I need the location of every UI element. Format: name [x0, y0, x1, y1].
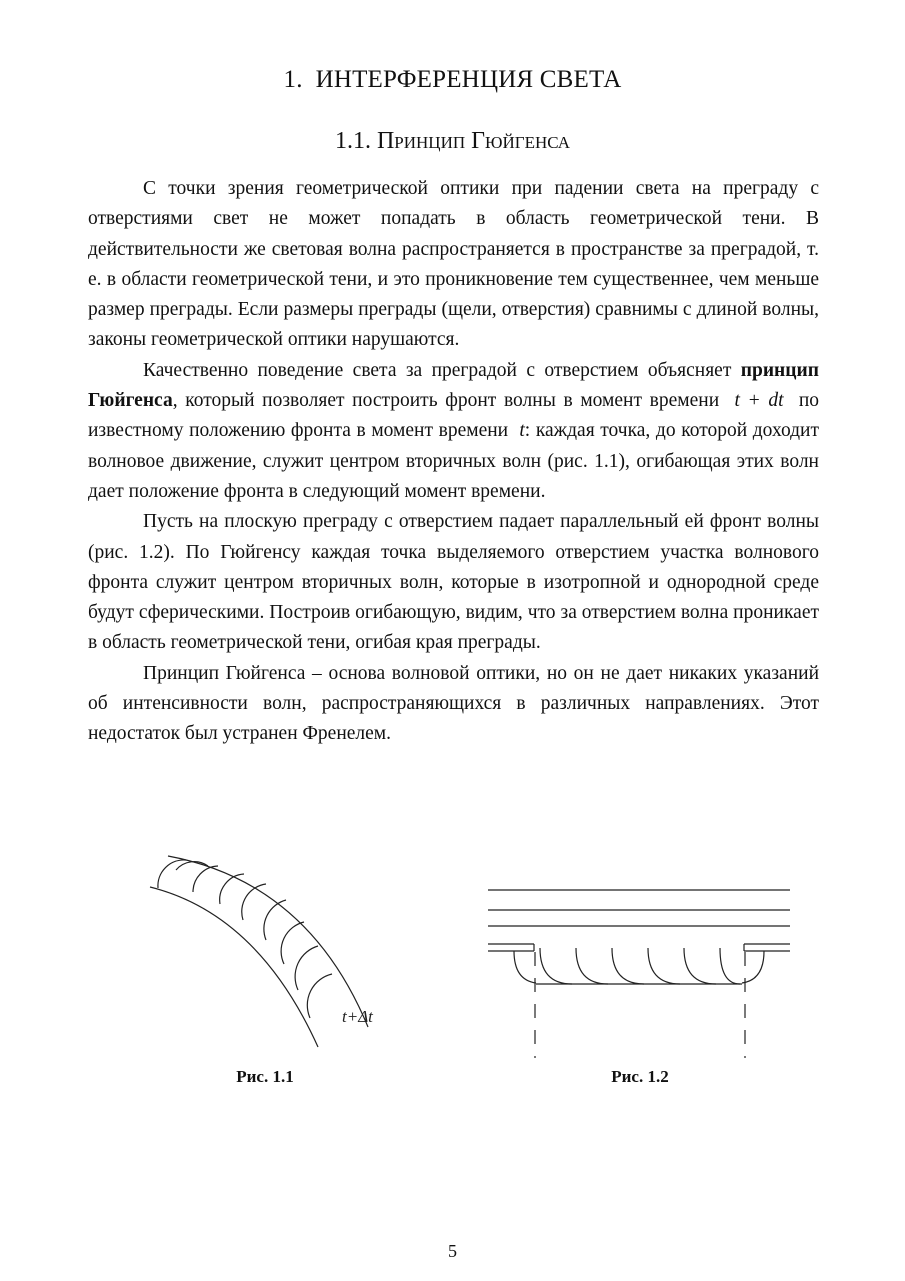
section-number: 1.1.: [334, 128, 371, 154]
wavefront-t-plus-dt: [168, 856, 368, 1027]
chapter-number: 1.: [283, 66, 303, 93]
figure-1-2-caption: Рис. 1.2: [611, 1067, 669, 1086]
figure-1-1-label: t+Δt: [342, 1007, 373, 1026]
paragraph-2: [88, 356, 819, 507]
paragraph-2-mid2: по известному положению фронта в момент времени: [88, 390, 820, 442]
figure-1-1-caption: Рис. 1.1: [236, 1067, 294, 1086]
paragraph-3: Пусть на плоскую преграду с отверстием падает параллельный ей фронт волны (рис. 1.2). По Гюйгенсу каждая точка выделяемого отверстием участка волнового фронта служит центром вторичных волн, которые в изотропной и однородной среде будут сферическими. Построив огибающую, видим, что за отверстием волна проникает в область геометрической тени, огибая края преграды.: [88, 511, 819, 654]
body-text: [88, 174, 819, 750]
page-number: 5: [448, 1241, 457, 1261]
paragraph-2-mid1: , который позволяет построить фронт волны в момент времени: [172, 390, 727, 412]
chapter-title-text: ИНТЕРФЕРЕНЦИЯ СВЕТА: [315, 66, 622, 93]
paragraph-4: Принцип Гюйгенса – основа волновой оптики, но он не дает никаких указаний об интенсивности волн, распространяющихся в различных направлениях. Этот недостаток был устранен Френелем.: [88, 662, 819, 745]
huygens-principle-term: принцип Гюйгенса: [88, 359, 819, 412]
section-title-text: Принцип Гюйгенса: [376, 128, 571, 154]
figure-1-1: [148, 852, 388, 1057]
section-title: [0, 124, 905, 158]
paragraph-2-end: : каждая точка, до которой доходит волновое движение, служит центром вторичных волн (рис. 1.1), огибающая этих волн дает положение фронта в следующий момент времени.: [88, 420, 820, 502]
figure-1-2-drawing: [484, 880, 794, 1060]
wavefront-t: [150, 887, 318, 1047]
figure-1-2: [484, 880, 794, 1060]
figure-1-1-drawing: [148, 852, 388, 1057]
paragraph-1: С точки зрения геометрической оптики при падении света на преграду с отверстиями свет не может попадать в область геометрической тени. В действительности же световая волна распространяется в пространстве за преградой, т. е. в области геометрической тени, и это проникновение тем существеннее, чем меньше размер преграды. Если размеры преграды (щели, отверстия) сравнимы с длиной волны, законы геометрической оптики нарушаются.: [88, 178, 819, 351]
paragraph-2-start: Качественно поведение света за преградой с отверстием объясняет: [143, 359, 741, 381]
math-t: t: [519, 420, 525, 442]
math-t-plus-dt: t + dt: [734, 390, 784, 412]
chapter-title: [0, 63, 905, 97]
